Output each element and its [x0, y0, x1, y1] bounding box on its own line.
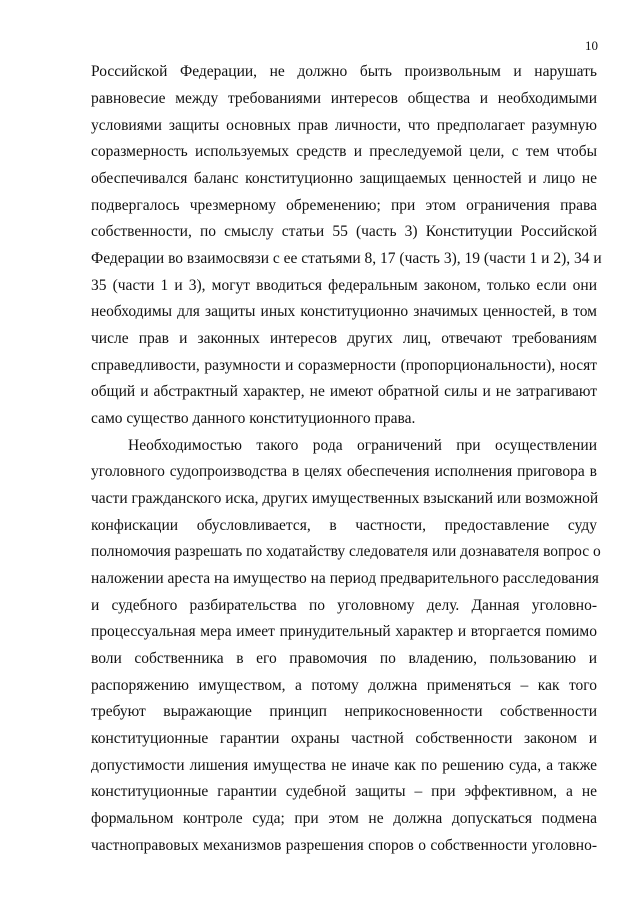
- text-line: воли собственника в его правомочия по владению, пользованию и: [91, 650, 597, 667]
- text-line: необходимы для защиты иных конституционно значимых ценностей, в том: [91, 303, 597, 320]
- text-line: полномочия разрешать по ходатайству следователя или дознавателя вопрос о: [91, 543, 601, 560]
- text-line: числе прав и законных интересов других лиц, отвечают требованиям: [91, 330, 597, 347]
- text-line: наложении ареста на имущество на период предварительного расследования: [91, 570, 599, 587]
- text-line: допустимости лишения имущества не иначе как по решению суда, а также: [91, 757, 597, 774]
- text-line: требуют выражающие принцип неприкосновенности собственности: [91, 703, 597, 720]
- text-line: обеспечивался баланс конституционно защищаемых ценностей и лицо не: [91, 170, 597, 187]
- page-number: 10: [585, 38, 598, 53]
- text-line: равновесие между требованиями интересов общества и необходимыми: [91, 90, 597, 107]
- text-line: подвергалось чрезмерному обременению; при этом ограничения права: [91, 197, 597, 214]
- text-line: уголовного судопроизводства в целях обеспечения исполнения приговора в: [91, 463, 597, 480]
- text-line: конституционные гарантии охраны частной собственности законом и: [91, 730, 597, 747]
- text-line: и судебного разбирательства по уголовному делу. Данная уголовно-: [91, 597, 597, 614]
- text-line: Российской Федерации, не должно быть произвольным и нарушать: [91, 63, 597, 80]
- text-line: распоряжению имуществом, а потому должна применяться – как того: [91, 677, 597, 694]
- text-line: собственности, по смыслу статьи 55 (часть 3) Конституции Российской: [91, 223, 597, 240]
- text-line: 35 (части 1 и 3), могут вводиться федеральным законом, только если они: [91, 277, 597, 294]
- text-line: процессуальная мера имеет принудительный характер и вторгается помимо: [91, 623, 597, 640]
- text-line: соразмерность используемых средств и преследуемой цели, с тем чтобы: [91, 143, 597, 160]
- text-line: условиями защиты основных прав личности, что предполагает разумную: [91, 117, 597, 134]
- text-line: само существо данного конституционного права.: [91, 410, 416, 427]
- text-line: частноправовых механизмов разрешения споров о собственности уголовно-: [91, 837, 597, 854]
- text-line: части гражданского иска, других имущественных взысканий или возможной: [91, 490, 599, 507]
- text-line: общий и абстрактный характер, не имеют обратной силы и не затрагивают: [91, 383, 597, 400]
- text-line: конфискации обусловливается, в частности, предоставление суду: [91, 517, 597, 534]
- text-line: формальном контроле суда; при этом не должна допускаться подмена: [91, 810, 597, 827]
- text-line: справедливости, разумности и соразмерности (пропорциональности), носят: [91, 357, 597, 374]
- text-line: конституционные гарантии судебной защиты – при эффективном, а не: [91, 783, 597, 800]
- text-line: Необходимостью такого рода ограничений при осуществлении: [128, 437, 597, 454]
- text-line: Федерации во взаимосвязи с ее статьями 8, 17 (часть 3), 19 (части 1 и 2), 34 и: [91, 250, 602, 267]
